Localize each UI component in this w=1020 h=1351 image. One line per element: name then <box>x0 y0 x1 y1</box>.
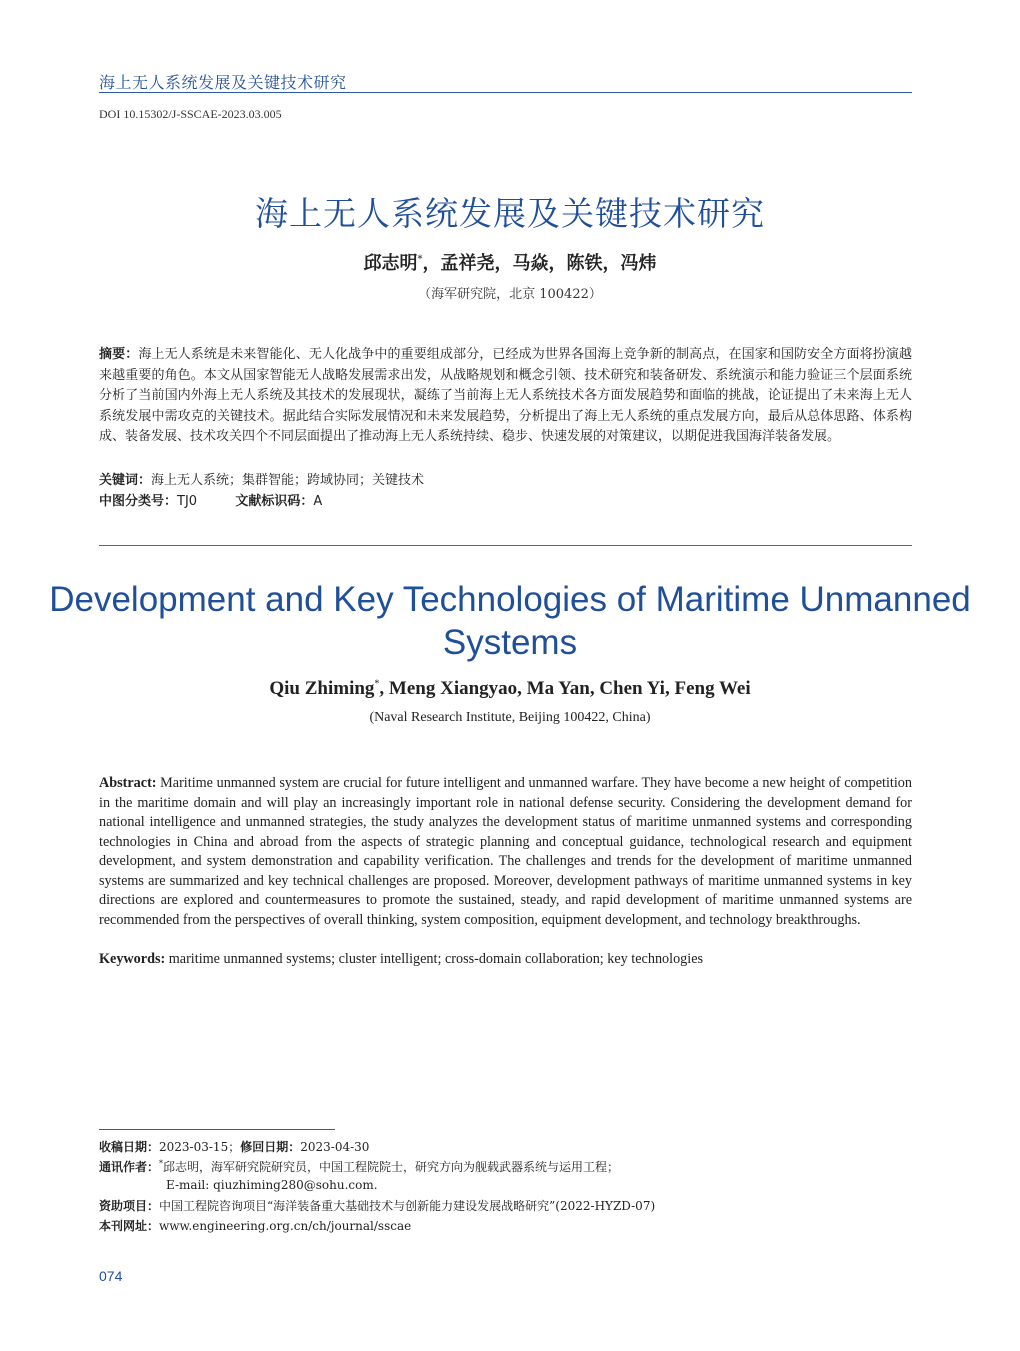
english-title: Development and Key Technologies of Maritime Unmanned Systems <box>49 580 971 662</box>
keywords-label-en: Keywords: <box>99 951 166 967</box>
url-label: 本刊网址： <box>99 1219 160 1233</box>
english-affiliation: (Naval Research Institute, Beijing 100422, China) <box>369 710 651 725</box>
other-authors-en: , Meng Xiangyao, Ma Yan, Chen Yi, Feng Wei <box>379 678 751 699</box>
revised-label: 修回日期： <box>240 1140 301 1154</box>
english-abstract <box>99 774 912 930</box>
abstract-label-en: Abstract: <box>99 775 157 791</box>
chinese-title: 海上无人系统发展及关键技术研究 <box>255 194 765 233</box>
first-author: 邱志明 <box>363 253 418 274</box>
chinese-authors <box>0 249 1020 275</box>
abstract-label: 摘要： <box>99 347 139 362</box>
doc-code-value: A <box>313 494 323 509</box>
first-author-en: Qiu Zhiming <box>269 678 375 699</box>
clc-label: 中图分类号： <box>99 494 178 509</box>
doi: DOI 10.15302/J-SSCAE-2023.03.005 <box>99 107 282 121</box>
clc-value: TJ0 <box>177 494 198 509</box>
english-keywords <box>99 951 703 968</box>
classification-line <box>99 490 322 509</box>
footnote-rule <box>99 1129 335 1130</box>
fund-text: 中国工程院咨询项目“海洋装备重大基础技术与创新能力建设发展战略研究”(2022-HYZD-07) <box>159 1199 656 1213</box>
url-footnote <box>99 1217 411 1234</box>
page-number: 074 <box>99 1268 123 1284</box>
journal-url[interactable]: www.engineering.org.cn/ch/journal/sscae <box>159 1219 412 1233</box>
chinese-affiliation: （海军研究院，北京 100422） <box>418 287 602 302</box>
header-rule <box>99 92 912 93</box>
english-authors <box>0 678 1020 700</box>
corr-email: E-mail: qiuzhiming280@sohu.com. <box>166 1178 378 1192</box>
abstract-text: 海上无人系统是未来智能化、无人化战争中的重要组成部分，已经成为世界各国海上竞争新的制高点，在国家和国防安全方面将扮演越来越重要的角色。本文从国家智能无人战略发展需求出发，从战略规划和概念引领、技术研究和装备研发、系统演示和能力验证三个层面系统分析了当前国内外海上无人系统及其技术的发展现状，凝练了当前海上无人系统技术各方面发展趋势和面临的挑战，论证提出了未来海上无人系统发展中需攻克的关键技术。据此结合实际发展情况和未来发展趋势，分析提出了海上无人系统的重点发展方向，最后从总体思路、体系构成、装备发展、技术攻关四个不同层面提出了推动海上无人系统持续、稳步、快速发展的对策建议，以期促进我国海洋装备发展。 <box>99 347 912 444</box>
fund-label: 资助项目： <box>99 1199 160 1213</box>
other-authors: ，孟祥尧，马焱，陈铁，冯炜 <box>422 253 657 274</box>
corresponding-mark: * <box>417 254 423 265</box>
keywords-label: 关键词： <box>99 473 152 488</box>
received-date: 2023-03-15； <box>159 1140 241 1154</box>
corresponding-footnote <box>99 1158 619 1175</box>
corr-text: 邱志明，海军研究院研究员，中国工程院院士，研究方向为舰载武器系统与运用工程； <box>163 1160 620 1174</box>
abstract-text-en: Maritime unmanned system are crucial for future intelligent and unmanned warfare. They have become a new height of competition in the maritime domain and will play an increasingly important role in national defense security. Considering the development demand for national intelligence and unmanned strategies, the study analyzes the development status of maritime unmanned systems and corresponding technologies in China and abroad from the aspects of strategic planning and conceptual guidance, technological research and equipment development, and system demonstration and capability verification. The challenges and trends for the development of maritime unmanned systems are summarized and key technical challenges are proposed. Moreover, development pathways of maritime unmanned systems in key directions are explored and countermeasures to promote the sustained, steady, and rapid development of maritime unmanned systems are recommended from the perspectives of overall thinking, system composition, equipment development, and technology breakthroughs. <box>99 775 912 928</box>
section-divider <box>99 545 912 546</box>
corr-label: 通讯作者： <box>99 1160 160 1174</box>
doc-code-label: 文献标识码： <box>235 494 314 509</box>
chinese-abstract <box>99 345 912 448</box>
revised-date: 2023-04-30 <box>300 1140 370 1154</box>
corr-star: * <box>159 1159 164 1168</box>
dates-footnote <box>99 1138 369 1155</box>
chinese-keywords <box>99 469 424 488</box>
keywords-text: 海上无人系统；集群智能；跨域协同；关键技术 <box>151 473 425 488</box>
funding-footnote <box>99 1197 655 1214</box>
corresponding-mark-en: * <box>374 678 380 690</box>
received-label: 收稿日期： <box>99 1140 160 1154</box>
running-head: 海上无人系统发展及关键技术研究 <box>99 73 347 92</box>
keywords-text-en: maritime unmanned systems; cluster intelligent; cross-domain collaboration; key technologies <box>168 951 704 967</box>
